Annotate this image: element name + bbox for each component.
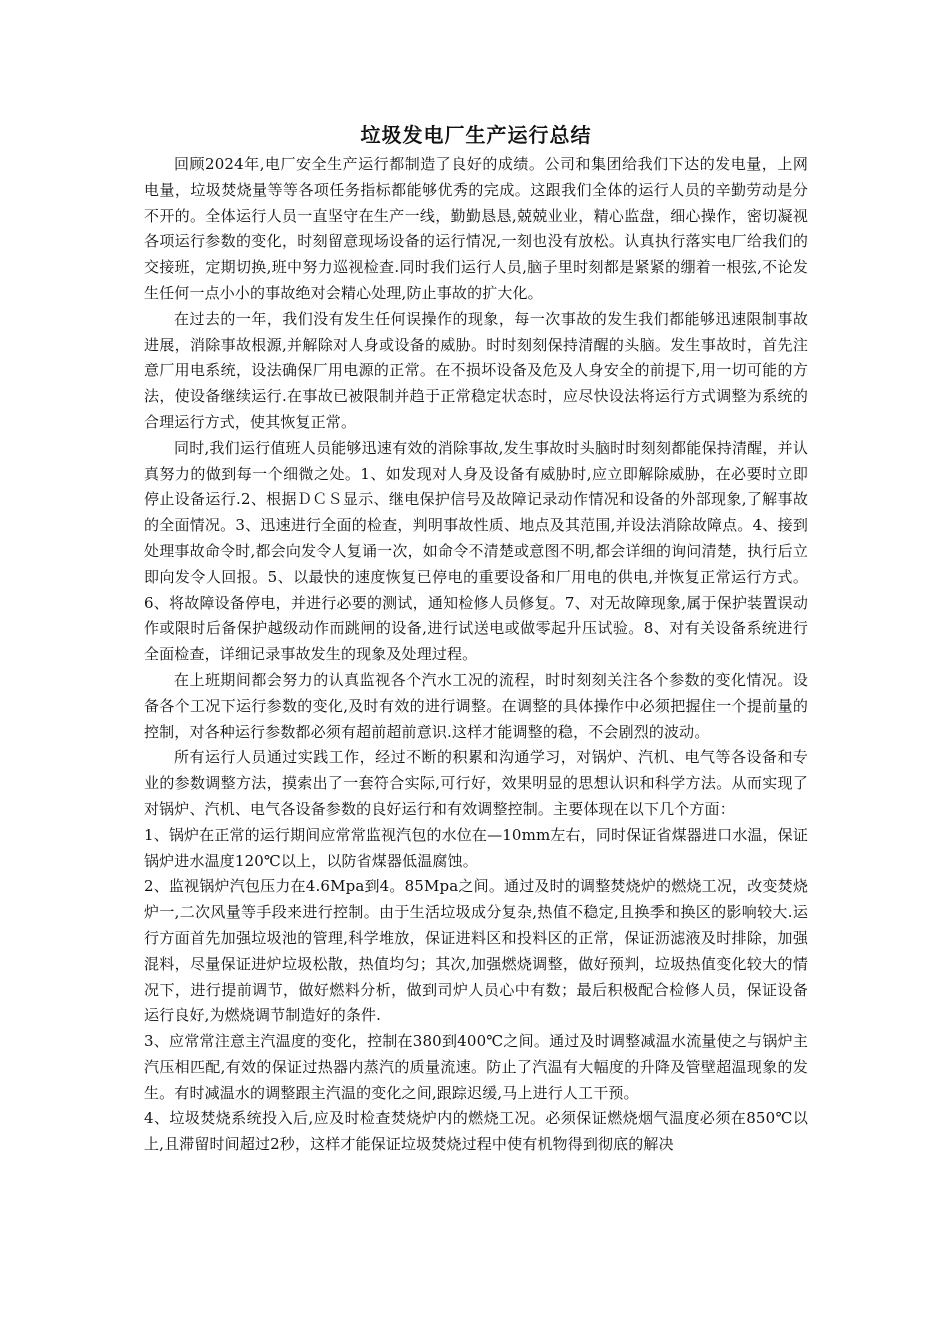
body-paragraph: 在上班期间都会努力的认真监视各个汽水工况的流程，时时刻刻关注各个参数的变化情况。设备各个工况下运行参数的变化,及时有效的进行调整。在调整的具体操作中必须把握住一个提前量的控制，对各种运行参数都必须有超前超前意识.这样才能调整的稳，不会剧烈的波动。 xyxy=(144,670,808,741)
document-title: 垃圾发电厂生产运行总结 xyxy=(360,123,592,147)
body-paragraph: 同时,我们运行值班人员能够迅速有效的消除事故,发生事故时头脑时时刻刻都能保持清醒，并认真努力的做到每一个细微之处。1、如发现对人身及设备有威胁时,应立即解除威胁，在必要时立即停止设备运行.2、根据ＤＣＳ显示、继电保护信号及故障记录动作情况和设备的外部现象,了解事故的全面情况。3、迅速进行全面的检查，判明事故性质、地点及其范围,并设法消除故障点。4、接到处理事故命令时,都会向发令人复诵一次，如命令不清楚或意图不明,都会详细的询问清楚，执行后立即向发令人回报。5、以最快的速度恢复已停电的重要设备和厂用电的供电,并恢复正常运行方式。6、将故障设备停电，并进行必要的测试，通知检修人员修复。7、对无故障现象,属于保护装置误动作或限时后备保护越级动作而跳闸的设备,进行试送电或做零起升压试验。8、对有关设备系统进行全面检查，详细记录事故发生的现象及处理过程。 xyxy=(144,438,808,664)
body-paragraph: 回顾2024年,电厂安全生产运行都制造了良好的成绩。公司和集团给我们下达的发电量，上网电量，垃圾焚烧量等等各项任务指标都能够优秀的完成。这跟我们全体的运行人员的辛勤劳动是分不开的。全体运行人员一直坚守在生产一线，勤勤恳恳,兢兢业业，精心监盘，细心操作，密切凝视各项运行参数的变化，时刻留意现场设备的运行情况,一刻也没有放松。认真执行落实电厂给我们的交接班，定期切换,班中努力巡视检查.同时我们运行人员,脑子里时刻都是紧紧的绷着一根弦,不论发生任何一点小小的事故绝对会精心处理,防止事故的扩大化。 xyxy=(144,155,808,302)
body-paragraph: 2、监视锅炉汽包压力在4.6Mpa到4。85Mpa之间。通过及时的调整焚烧炉的燃烧工况，改变焚烧炉一,二次风量等手段来进行控制。由于生活垃圾成分复杂,热值不稳定,且换季和换区的影响较大.运行方面首先加强垃圾池的管理,科学堆放，保证进料区和投料区的正常，保证沥滤液及时排除，加强混料，尽量保证进炉垃圾松散，热值均匀；其次,加强燃烧调整，做好预判，垃圾热值变化较大的情况下，进行提前调节，做好燃料分析，做到司炉人员心中有数；最后积极配合检修人员，保证设备运行良好,为燃烧调节制造好的条件. xyxy=(144,877,808,1025)
document-body xyxy=(144,152,808,1158)
body-paragraph: 所有运行人员通过实践工作，经过不断的积累和沟通学习，对锅炉、汽机、电气等各设备和专业的参数调整方法，摸索出了一套符合实际,可行好，效果明显的思想认识和科学方法。从而实现了对锅炉、汽机、电气各设备参数的良好运行和有效调整控制。主要体现在以下几个方面： xyxy=(144,748,808,818)
body-paragraph: 4、垃圾焚烧系统投入后,应及时检查焚烧炉内的燃烧工况。必须保证燃烧烟气温度必须在850℃以上,且滞留时间超过2秒，这样才能保证垃圾焚烧过程中使有机物得到彻底的解决 xyxy=(144,1109,808,1154)
body-paragraph: 3、应常常注意主汽温度的变化，控制在380到400℃之间。通过及时调整减温水流量使之与锅炉主汽压相匹配,有效的保证过热器内蒸汽的质量流速。防止了汽温有大幅度的升降及管壁超温现象的发生。有时减温水的调整跟主汽温的变化之间,跟踪迟缓,马上进行人工干预。 xyxy=(144,1032,808,1102)
body-paragraph: 1、锅炉在正常的运行期间应常常监视汽包的水位在—10mm左右，同时保证省煤器进口水温，保证锅炉进水温度120℃以上，以防省煤器低温腐蚀。 xyxy=(144,825,808,870)
document-page xyxy=(144,118,808,1158)
body-paragraph: 在过去的一年，我们没有发生任何误操作的现象，每一次事故的发生我们都能够迅速限制事故进展，消除事故根源,并解除对人身或设备的威胁。时时刻刻保持清醒的头脑。发生事故时，首先注意厂用电系统，设法确保厂用电源的正常。在不损坏设备及危及人身安全的前提下,用一切可能的方法，使设备继续运行.在事故已被限制并趋于正常稳定状态时，应尽快设法将运行方式调整为系统的合理运行方式，使其恢复正常。 xyxy=(144,309,808,431)
